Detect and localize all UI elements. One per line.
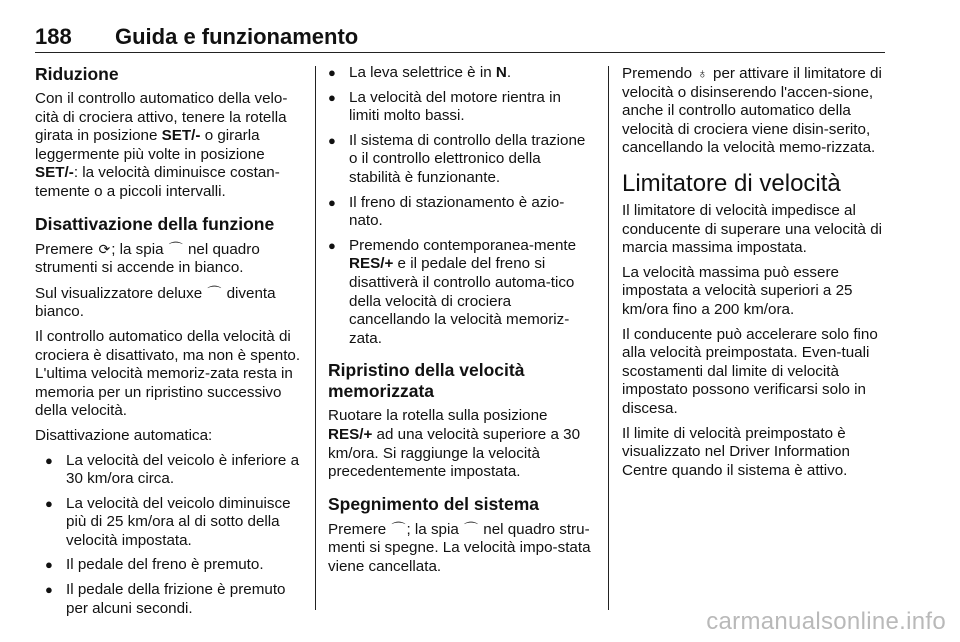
heading-disattivazione: Disattivazione della funzione bbox=[35, 213, 275, 234]
cruise-lamp-icon: ⌒ bbox=[464, 520, 479, 537]
paragraph: Il limite di velocità preimpostato è visualizzato nel Driver Information Centre quando il sistema è attivo. bbox=[622, 424, 850, 479]
section-title-limitatore: Limitatore di velocità bbox=[622, 169, 841, 197]
paragraph: Il conducente può accelerare solo fino alla velocità preimpostata. Even-tuali scostamenti dal limite di velocità impostato possono verificarsi solo in discesa. bbox=[622, 325, 878, 417]
column-2 bbox=[328, 64, 594, 582]
paragraph: Premere ⟳; la spia ⌒ nel quadro strumenti si accende in bianco. bbox=[35, 240, 260, 277]
column-3 bbox=[622, 64, 888, 486]
paragraph: Il limitatore di velocità impedisce al conducente di superare una velocità di marcia massima impostata. bbox=[622, 201, 883, 257]
list-item: ● La velocità del veicolo diminuisce più di 25 km/ora al di sotto della velocità impostata. bbox=[45, 495, 303, 551]
cruise-lamp-icon: ⌒ bbox=[391, 520, 406, 537]
paragraph: Premendo ♁ per attivare il limitatore di velocità o disinserendo l'accen-sione, anche il controllo automatico della velocità di crociera viene disin-serito, cancellando la velocità memo-rizzata. bbox=[622, 65, 882, 157]
column-divider bbox=[608, 66, 609, 610]
cruise-lamp-icon: ⌒ bbox=[207, 284, 222, 301]
watermark: carmanualsonline.info bbox=[706, 608, 946, 635]
list-item: ● Il freno di stazionamento è azio-nato. bbox=[328, 194, 594, 231]
heading-spegnimento: Spegnimento del sistema bbox=[328, 493, 540, 514]
paragraph: La velocità massima può essere impostata a velocità superiori a 25 km/ora fino a 200 km/ora. bbox=[622, 263, 853, 318]
paragraph: Il controllo automatico della velocità di crociera è disattivato, ma non è spento. L'ultima velocità memoriz-zata resta in memoria per un ripristino successivo della velocità. bbox=[35, 327, 301, 420]
heading-ripristino: Ripristino della velocità memorizzata bbox=[328, 360, 525, 402]
paragraph: Disattivazione automatica: bbox=[35, 426, 213, 444]
list-item: ● Il pedale del freno è premuto. bbox=[45, 556, 303, 575]
list-item: ● La leva selettrice è in N. bbox=[328, 64, 594, 83]
paragraph: Ruotare la rotella sulla posizione RES/+ ad una velocità superiore a 30 km/ora. Si raggiunge la velocità precedentemente impostata. bbox=[328, 407, 581, 481]
page-title: Guida e funzionamento bbox=[115, 24, 359, 49]
paragraph: Con il controllo automatico della velo-cità di crociera attivo, tenere la rotella girata in posizione SET/- o girarla leggermente più volte in posizione SET/-: la velocità diminuisce costan-temente o a piccoli intervalli. bbox=[35, 90, 288, 200]
list-item: ● La velocità del veicolo è inferiore a 30 km/ora circa. bbox=[45, 452, 303, 489]
list-item: ● Premendo contemporanea-mente RES/+ e il pedale del freno si disattiverà il controllo automa-tico della velocità di crociera cancellando la velocità memoriz-zata. bbox=[328, 237, 594, 349]
page-header bbox=[35, 22, 885, 53]
list-item: ● La velocità del motore rientra in limiti molto bassi. bbox=[328, 89, 594, 126]
speed-limiter-icon: ♁ bbox=[697, 65, 708, 81]
column-divider bbox=[315, 66, 316, 610]
bullet-list bbox=[328, 64, 594, 348]
bullet-list bbox=[35, 452, 303, 619]
heading-riduzione: Riduzione bbox=[35, 64, 119, 84]
column-1 bbox=[35, 64, 303, 624]
paragraph: Sul visualizzatore deluxe ⌒ diventa bianco. bbox=[35, 284, 276, 321]
page-number: 188 bbox=[35, 24, 72, 49]
list-item: ● Il pedale della frizione è premuto per alcuni secondi. bbox=[45, 581, 303, 618]
cruise-off-icon: ⟳ bbox=[98, 240, 111, 257]
list-item: ● Il sistema di controllo della trazione o il controllo elettronico della stabilità è funzionante. bbox=[328, 132, 594, 188]
paragraph: Premere ⌒; la spia ⌒ nel quadro stru-menti si spegne. La velocità impo-stata viene cancellata. bbox=[328, 520, 591, 575]
cruise-lamp-icon: ⌒ bbox=[168, 240, 183, 257]
